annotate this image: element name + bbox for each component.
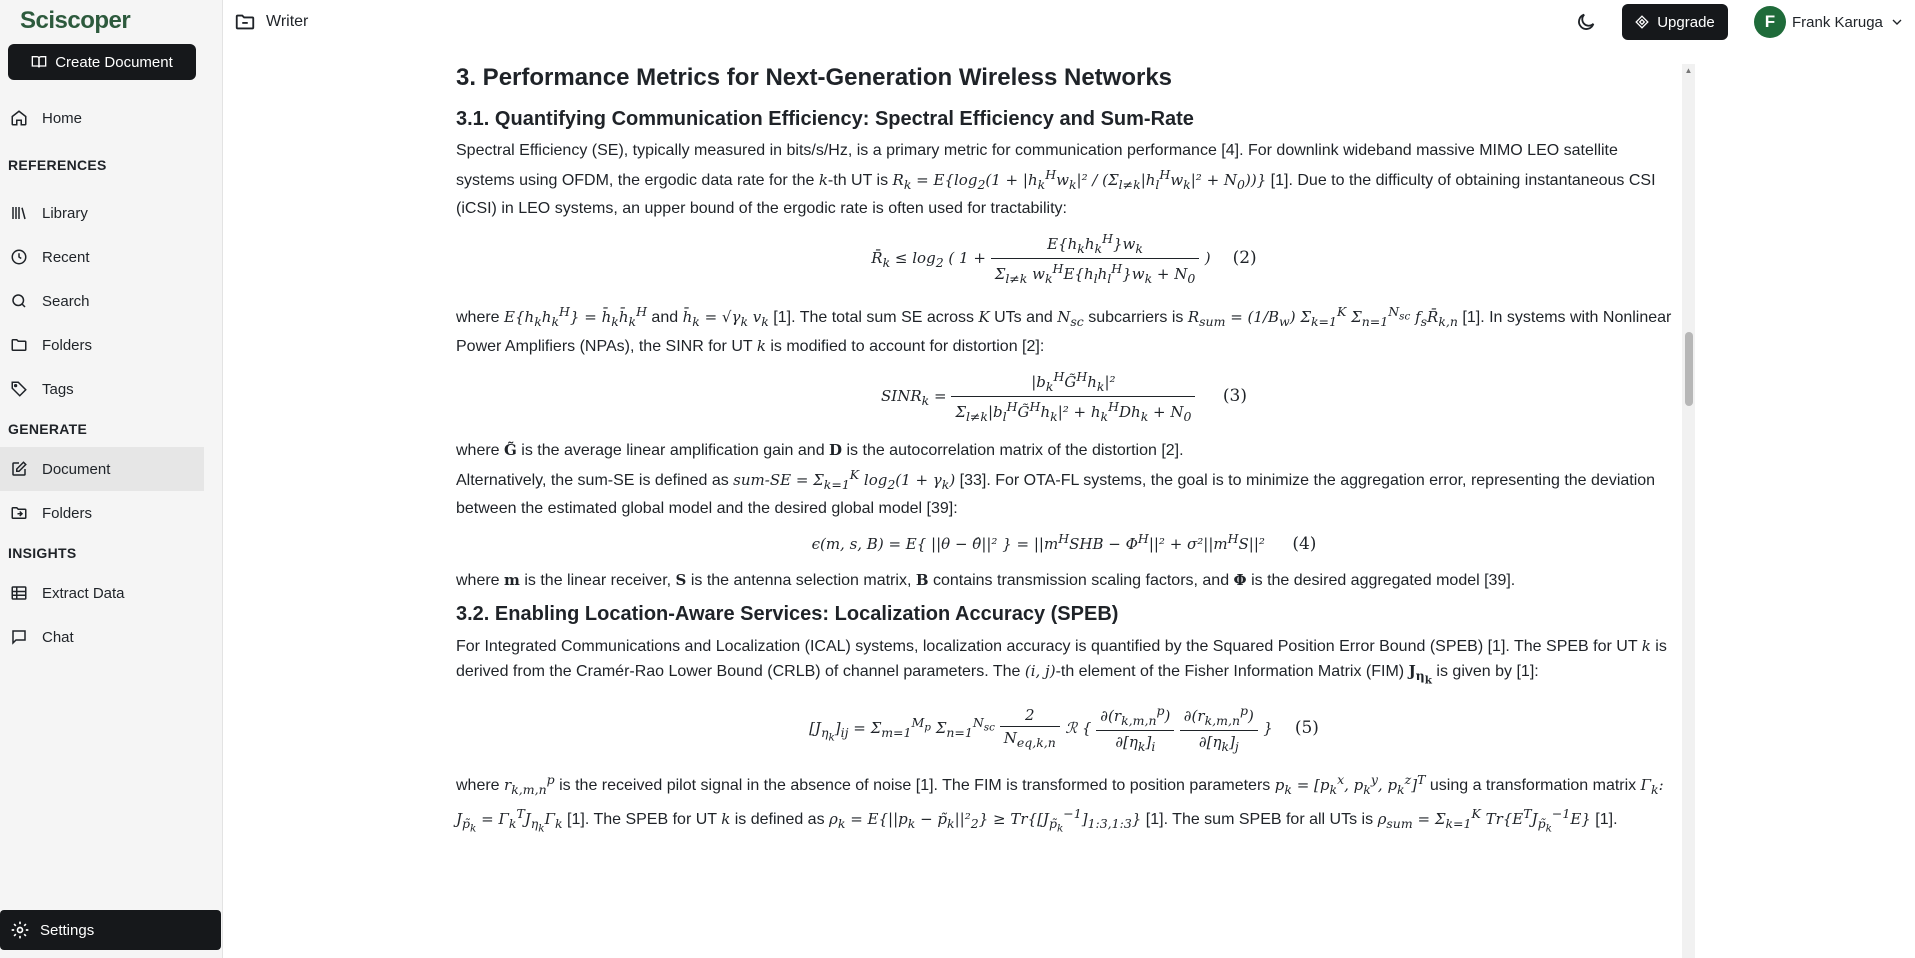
sidebar-item-label: Folders — [42, 336, 93, 354]
sidebar-item-search[interactable] — [0, 279, 204, 323]
settings-label: Settings — [40, 921, 95, 939]
avatar: F — [1754, 6, 1786, 38]
sidebar-item-label: Search — [42, 292, 90, 310]
sidebar-item-label: Chat — [42, 628, 74, 646]
sidebar-item-generate-folders[interactable] — [0, 491, 204, 535]
section-label-insights: INSIGHTS — [8, 545, 77, 561]
sidebar-item-label: Home — [42, 109, 83, 127]
clock-icon — [10, 248, 28, 266]
document-editor[interactable] — [456, 64, 1672, 850]
app-logo-text: Sciscoper — [20, 7, 131, 34]
user-menu[interactable] — [1754, 6, 1905, 38]
section-heading: 3. Performance Metrics for Next-Generation Wireless Networks — [456, 64, 1173, 91]
scrollbar-track[interactable] — [1682, 64, 1695, 958]
section-label-generate: GENERATE — [8, 421, 88, 437]
paragraph: where G̃ is the average linear amplification gain and D is the autocorrelation matrix of the distortion [2]. Alternatively, the sum-SE is defined as $sum-SE = \Sigma_{k=1}^K$ $\log_2(1 + \gamma_k)$ [33]. For OTA-FL systems, the goal is to minimize the aggregation error, representing the deviation between the estimated global model and the desired global model [39]: — [456, 441, 1656, 517]
sidebar-item-recent[interactable] — [0, 235, 204, 279]
folder-open-icon — [234, 11, 256, 33]
home-icon — [10, 109, 28, 127]
book-open-icon — [31, 54, 47, 70]
subsection-heading: 3.2. Enabling Location-Aware Services: Localization Accuracy (SPEB) — [456, 603, 1119, 625]
sidebar-item-label: Tags — [42, 380, 74, 398]
diamond-icon — [1635, 15, 1649, 29]
folder-icon — [10, 336, 28, 354]
paragraph: where m is the linear receiver, S is the antenna selection matrix, B contains transmission scaling factors, and Φ is the desired aggregated model [39]. — [456, 571, 1516, 589]
upgrade-label: Upgrade — [1657, 13, 1715, 31]
equation: $SINR_k$ = $\frac{|b_k^HG̃^Hh_k|^2}{\Sigma_{l\ne k}|b_l^HG̃^Hh_k|^2 + h_k^HDh_k + N_0}$ (3) — [881, 369, 1247, 424]
paragraph: For Integrated Communications and Localization (ICAL) systems, localization accuracy is quantified by the Squared Position Error Bound (SPEB) [1]. The SPEB for UT k is derived from the Cramér-Rao Lower Bound (CRLB) of channel parameters. The (i, j)-th element of the Fisher Information Matrix (FIM) $J_{\eta_k}$ is given by [1]: — [456, 637, 1667, 687]
sidebar-item-chat[interactable] — [0, 615, 204, 659]
paragraph: where $E\{h_kh_k^H\}$ = $h̄_kh̄_k^H$ and $h̄_k = √\gamma_k$ $v_k$ [1]. The total sum SE across K UTs and $N_{sc}$ subcarriers is $R_{sum} = (1/B_w)$ $\Sigma_{k=1}^K$ $\Sigma_{n=1}^{N_{sc}}$ $f_sR̄_{k,n}$ [1]. In systems with Nonlinear Power Amplifiers (NPAs), the SINR for UT k is modified to account for distortion [2]: — [456, 304, 1672, 355]
user-name: Frank Karuga — [1792, 13, 1883, 31]
sidebar-item-extract-data[interactable] — [0, 571, 204, 615]
create-document-label: Create Document — [55, 53, 173, 71]
scrollbar-thumb[interactable] — [1685, 332, 1693, 406]
subsection-heading: 3.1. Quantifying Communication Efficiency: Spectral Efficiency and Sum-Rate — [456, 108, 1194, 130]
sidebar — [0, 0, 223, 958]
sidebar-item-label: Library — [42, 204, 88, 222]
edit-document-icon — [10, 460, 28, 478]
sidebar-item-tags[interactable] — [0, 367, 204, 411]
scroll-up-arrow-icon[interactable]: ▲ — [1684, 65, 1693, 75]
sidebar-item-home[interactable] — [0, 96, 204, 140]
library-icon — [10, 204, 28, 222]
equation: $R̄_k \le \log_2$ ( 1 + $\frac{E\{h_kh_k^H\}w_k}{\Sigma_{l\ne k} w_k^HE\{h_lh_l^H\}w_k + N_0}$ ) (2) — [871, 231, 1257, 286]
section-label-references: REFERENCES — [8, 157, 107, 173]
equation: $[J_{\eta_k}]_{ij} = \Sigma_{m=1}^{M_p}$ $\Sigma_{n=1}^{N_{sc}}$ $\frac{2}{N_{eq,k,n}}$ ℛ { $\frac{\partial(r_{k,m,n}^p)}{\partial[\eta_k]_i}$ $\frac{\partial(r_{k,m,n}^p)}{\partial[\eta_k]_j}$ } (5) — [809, 702, 1319, 754]
paragraph: where $r_{k,m,n}^p$ is the received pilot signal in the absence of noise [1]. The FIM is transformed to position parameters $p_k = [p_k^x$, $p_k^y$, $p_k^z]^T$ using a transformation matrix $\Gamma_k$: $J_{p̃_k} = \Gamma_k^TJ_{\eta_k}\Gamma_k$ [1]. The SPEB for UT k is defined as $\rho_k = E\{||p_k$ − $p̃_k||^2_2\} \ge Tr\{[J_{p̃_k}^{-1}]_{1:3,1:3}\}$ [1]. The sum SPEB for all UTs is $\rho_{sum} = \Sigma_{k=1}^K$ $Tr\{E^TJ_{p̃_k}^{-1}E\}$ [1]. — [456, 771, 1664, 834]
breadcrumb[interactable] — [234, 11, 308, 33]
sidebar-item-label: Folders — [42, 504, 93, 522]
sidebar-item-label: Extract Data — [42, 584, 125, 602]
dark-mode-toggle-icon[interactable] — [1575, 11, 1597, 33]
table-icon — [10, 584, 28, 602]
upgrade-button[interactable] — [1622, 4, 1728, 40]
sidebar-item-document[interactable] — [0, 447, 204, 491]
tag-icon — [10, 380, 28, 398]
create-document-button[interactable] — [8, 44, 196, 80]
settings-button[interactable] — [0, 910, 221, 950]
sidebar-item-folders[interactable] — [0, 323, 204, 367]
folder-arrow-icon — [10, 504, 28, 522]
breadcrumb-label: Writer — [266, 13, 309, 30]
top-bar — [224, 0, 1915, 44]
gear-icon — [10, 920, 30, 940]
equation: ϵ(m, s, B) = E{ ||θ − θ̂||² } = $||m^HSHB - \Phi^H||^2 + \sigma^2||m^HS||^2$ (4) — [811, 531, 1317, 554]
search-icon — [10, 292, 28, 310]
paragraph: Spectral Efficiency (SE), typically measured in bits/s/Hz, is a primary metric for communication performance [4]. For downlink wideband massive MIMO LEO satellite systems using OFDM, the ergodic data rate for the k-th UT is $R_k = E\{\log_2(1 + |h_k^Hw_k|^2 / (\Sigma_{l\ne k}|h_l^Hw_k|^2 + N_0))\}$ [1]. Due to the difficulty of obtaining instantaneous CSI (iCSI) in LEO systems, an upper bound of the ergodic rate is often used for tractability: — [456, 142, 1656, 217]
chevron-down-icon — [1889, 14, 1905, 30]
sidebar-item-library[interactable] — [0, 191, 204, 235]
sidebar-item-label: Recent — [42, 248, 90, 266]
sidebar-item-label: Document — [42, 460, 111, 478]
app-logo[interactable] — [20, 6, 130, 36]
chat-icon — [10, 628, 28, 646]
